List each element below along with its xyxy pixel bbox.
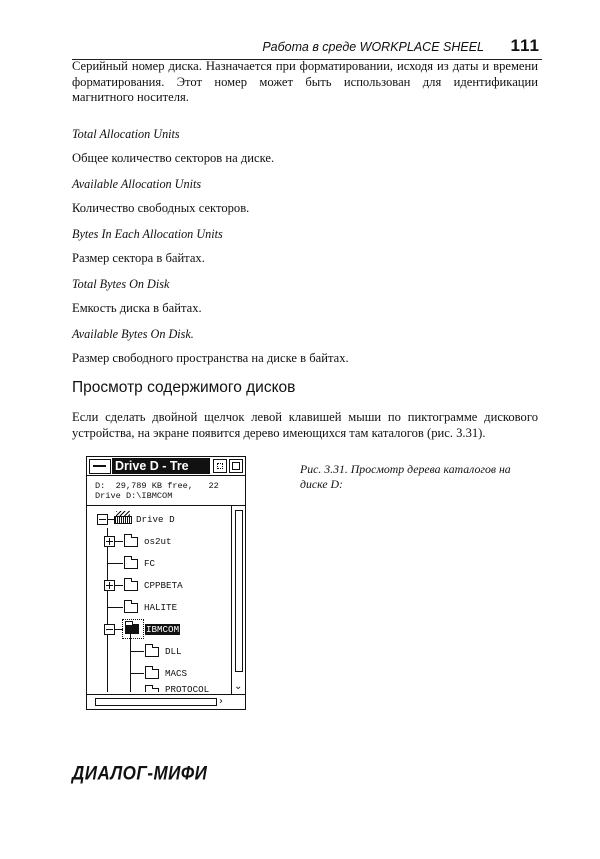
section-paragraph: Если сделать двойной щелчок левой клавишей мыши по пиктограмме дискового устройства, на экране появится дерево имеющихся там каталогов (рис. 3.31). [72,410,538,440]
system-menu-button[interactable] [89,459,111,474]
field-description: Количество свободных секторов. [72,201,250,215]
drive-free-space: D: 29,789 KB free, 22 [95,481,219,491]
tree-item-label[interactable]: CPPBETA [144,580,183,591]
drive-tree-window [86,456,246,710]
window-title: Drive D - Tre [112,458,210,474]
vertical-scrollbar[interactable] [231,506,246,694]
page-number: 111 [510,36,540,55]
folder-icon [145,647,159,657]
tree-connector [130,651,144,652]
tree-item-label[interactable]: Drive D [136,514,175,525]
folder-icon [124,537,138,547]
tree-connector [115,585,123,586]
open-folder-icon [125,624,139,634]
tree-item-label[interactable]: HALITE [144,602,178,613]
collapse-toggle-icon[interactable] [97,514,108,525]
running-head [72,36,542,60]
tree-item-label[interactable]: os2ut [144,536,172,547]
tree-connector [108,563,123,564]
folder-icon [145,688,159,692]
folder-icon [124,603,138,613]
field-description: Размер сектора в байтах. [72,251,205,265]
tree-item-label[interactable]: DLL [165,646,182,657]
vertical-scroll-track[interactable] [235,510,243,672]
field-description: Общее количество секторов на диске. [72,151,275,165]
folder-icon [124,581,138,591]
running-title: Работа в среде WORKPLACE SHEEL [262,40,484,54]
tree-item-label[interactable]: FC [144,558,156,569]
current-path: Drive D:\IBMCOM [95,491,173,501]
tree-connector [108,607,123,608]
folder-icon [145,669,159,679]
intro-paragraph: Серийный номер диска. Назначается при форматировании, исходя из даты и времени форматирования. Этот номер может быть использован для идентификации магнитного носителя. [72,59,538,104]
expand-toggle-icon[interactable] [104,536,115,547]
field-term: Available Allocation Units [72,177,202,191]
tree-item-label[interactable]: PROTOCOL [165,684,210,692]
tree-item-label[interactable]: MACS [165,668,188,679]
field-description: Размер свободного пространства на диске в байтах. [72,351,349,365]
scroll-right-arrow-icon[interactable]: › [219,696,223,707]
section-heading: Просмотр содержимого дисков [72,379,296,396]
horizontal-scroll-track[interactable] [95,698,217,706]
horizontal-scrollbar[interactable] [87,694,245,709]
scroll-down-arrow-icon[interactable]: ⌄ [234,681,243,692]
figure-caption: Рис. 3.31. Просмотр дерева каталогов на диске D: [300,462,511,491]
field-term: Available Bytes On Disk. [72,327,194,341]
collapse-toggle-icon[interactable] [104,624,115,635]
drive-info [95,481,243,501]
field-term: Total Allocation Units [72,127,180,141]
folder-icon [124,559,138,569]
window-titlebar [87,457,245,476]
tree-connector [107,528,108,692]
tree-item-label-selected[interactable]: IBMCOM [146,624,180,635]
publisher-logo: ДИАЛОГ-МИФИ [72,762,208,784]
directory-tree [87,506,231,692]
minimize-button[interactable] [213,459,227,473]
field-term: Total Bytes On Disk [72,277,170,291]
field-description: Емкость диска в байтах. [72,301,202,315]
hard-drive-icon [114,511,132,525]
field-term: Bytes In Each Allocation Units [72,227,223,241]
maximize-button[interactable] [229,459,243,473]
tree-connector [115,541,123,542]
expand-toggle-icon[interactable] [104,580,115,591]
tree-connector [130,673,144,674]
